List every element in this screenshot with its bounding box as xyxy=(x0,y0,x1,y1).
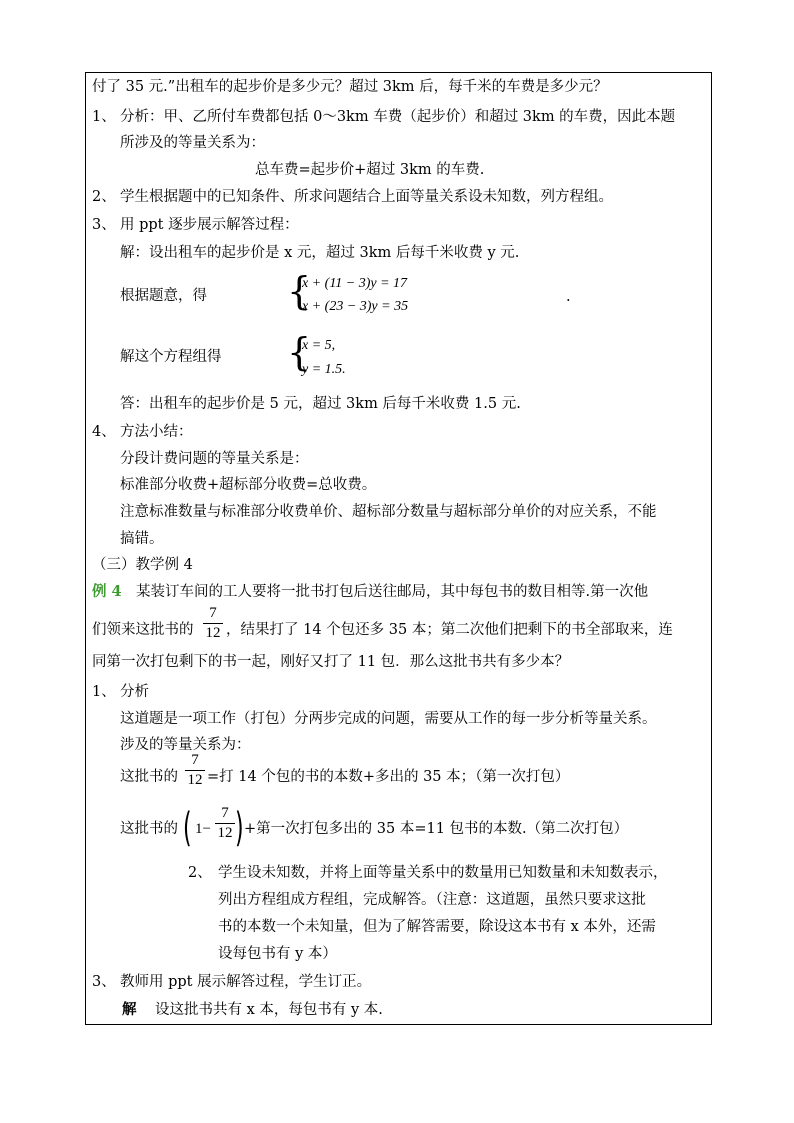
equation-2: x + (23 − 3)y = 35 xyxy=(302,299,409,314)
analysis-text: 分析：甲、乙所付车费都包括 0～3km 车费（起步价）和超过 3km 的车费，因此本题 xyxy=(120,109,676,125)
left-paren: ( xyxy=(183,805,192,851)
analysis-text: 所涉及的等量关系为： xyxy=(120,135,265,151)
equation-dot: . xyxy=(566,289,571,305)
equality-relation: 总车费=起步价+超过 3km 的车费. xyxy=(255,162,485,178)
step-text: 学生设未知数，并将上面等量关系中的数量用已知数量和未知数表示， xyxy=(218,865,668,881)
step-number: 1、 xyxy=(92,109,116,125)
problem-continuation: 付了 35 元.”出租车的起步价是多少元？超过 3km 后，每千米的车费是多少元？ xyxy=(92,79,608,95)
section-heading: （三）教学例 4 xyxy=(92,557,193,573)
summary-text: 注意标准数量与标准部分收费单价、超标部分数量与超标部分单价的对应关系，不能 xyxy=(120,504,657,520)
example-text: 同第一次打包剩下的书一起，刚好又打了 11 包．那么这批书共有多少本？ xyxy=(92,654,570,670)
step-number: 1、 xyxy=(92,684,116,700)
example-text: 某装订车间的工人要将一批书打包后送往邮局，其中每包书的数目相等.第一次他 xyxy=(136,584,649,600)
solution-text: 解这个方程组得 xyxy=(120,349,222,365)
example-label: 例 4 xyxy=(92,583,122,600)
relation-1: 这批书的 xyxy=(120,769,178,785)
solution-text: 根据题意，得 xyxy=(120,288,207,304)
relation-1: =打 14 个包的书的本数+多出的 35 本；（第一次打包） xyxy=(207,769,570,785)
solution-y: y = 1.5. xyxy=(302,362,346,377)
summary-text: 分段计费问题的等量关系是： xyxy=(120,451,309,467)
right-paren: ) xyxy=(235,805,244,851)
fraction-7-12: 7 12 xyxy=(203,606,223,641)
step-number: 3、 xyxy=(92,217,116,233)
solution-setup: 解：设出租车的起步价是 x 元，超过 3km 后每千米收费 y 元. xyxy=(120,245,520,261)
step-text: 教师用 ppt 展示解答过程，学生订正。 xyxy=(120,974,372,990)
analysis-text: 涉及的等量关系为： xyxy=(120,737,251,753)
answer-text: 答：出租车的起步价是 5 元，超过 3km 后每千米收费 1.5 元. xyxy=(120,396,521,412)
step-number: 2、 xyxy=(188,865,212,881)
step-text: 学生根据题中的已知条件、所求问题结合上面等量关系设未知数，列方程组。 xyxy=(120,189,613,205)
step-text: 书的本数一个未知量，但为了解答需要，除设这本书有 x 本外，还需 xyxy=(218,919,656,935)
solution-brace: { xyxy=(287,330,312,374)
solution-setup: 设这批书共有 x 本，每包书有 y 本. xyxy=(155,1002,383,1018)
solution-x: x = 5, xyxy=(302,338,336,353)
lesson-table-cell xyxy=(85,72,712,1025)
one-minus: 1− xyxy=(195,821,211,837)
analysis-heading: 分析 xyxy=(120,684,149,700)
solution-label: 解 xyxy=(122,1001,137,1018)
relation-2: 这批书的 xyxy=(120,821,178,837)
summary-heading: 方法小结： xyxy=(120,424,193,440)
analysis-text: 这道题是一项工作（打包）分两步完成的问题，需要从工作的每一步分析等量关系。 xyxy=(120,711,657,727)
step-text: 列出方程组成方程组，完成解答。（注意：这道题，虽然只要求这批 xyxy=(218,892,646,908)
step-number: 4、 xyxy=(92,424,116,440)
step-text: 用 ppt 逐步展示解答过程： xyxy=(120,217,299,233)
summary-text: 标准部分收费+超标部分收费=总收费。 xyxy=(120,477,377,493)
relation-2: +第一次打包多出的 35 本=11 包书的本数.（第二次打包） xyxy=(244,821,629,837)
summary-text: 搞错。 xyxy=(120,531,164,547)
example-text: ，结果打了 14 个包还多 35 本；第二次他们把剩下的书全部取来，连 xyxy=(226,622,673,638)
equation-1: x + (11 − 3)y = 17 xyxy=(302,276,408,291)
equation-brace: { xyxy=(287,269,312,313)
step-number: 3、 xyxy=(92,974,116,990)
fraction-7-12: 7 12 xyxy=(215,806,235,841)
step-number: 2、 xyxy=(92,189,116,205)
example-text: 们领来这批书的 xyxy=(92,622,194,638)
fraction-7-12: 7 12 xyxy=(185,753,205,788)
step-text: 设每包书有 y 本） xyxy=(218,946,337,962)
